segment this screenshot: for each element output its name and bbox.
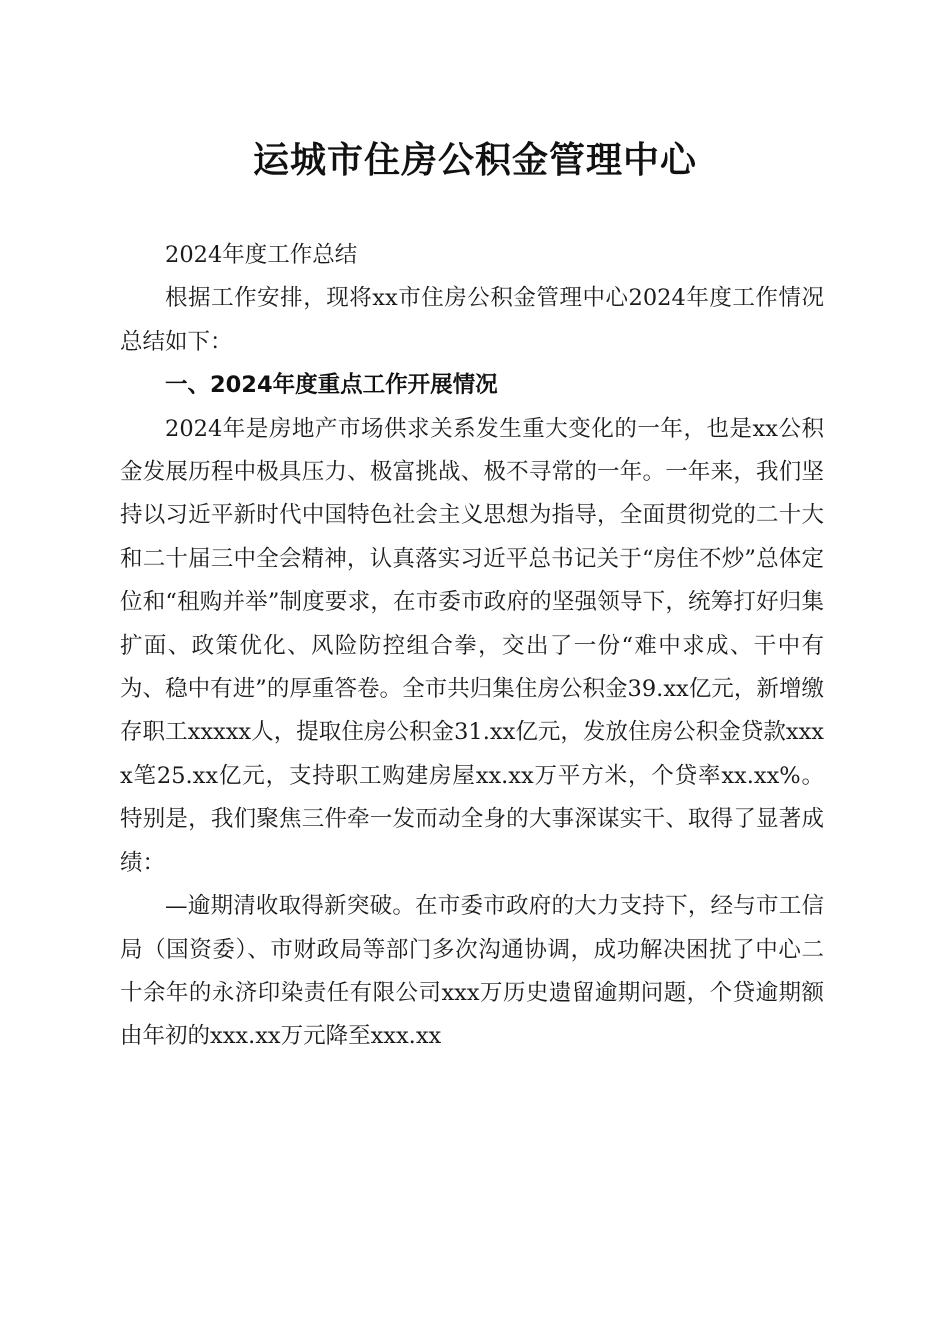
intro-paragraph: 根据工作安排，现将xx市住房公积金管理中心2024年度工作情况总结如下：: [120, 285, 824, 355]
document-body: [120, 234, 824, 1059]
subtitle-paragraph: 2024年度工作总结: [165, 242, 358, 268]
body-paragraph-overdue-collection: —逾期清收取得新突破。在市委市政府的大力支持下，经与市工信局（国资委）、市财政局等部门多次沟通协调，成功解决困扰了中心二十余年的永济印染责任有限公司xxx万历史遗留逾期问题，个贷逾期额由年初的xxx.xx万元降至xxx.xx: [120, 893, 824, 1050]
document-title: 运城市住房公积金管理中心: [252, 139, 697, 181]
section-heading: 一、2024年度重点工作开展情况: [165, 372, 498, 399]
body-paragraph-overview: 2024年是房地产市场供求关系发生重大变化的一年，也是xx公积金发展历程中极具压力、极富挑战、极不寻常的一年。一年来，我们坚持以习近平新时代中国特色社会主义思想为指导，全面贯彻党的二十大和二十届三中全会精神，认真落实习近平总书记关于“房住不炒”总体定位和“租购并举”制度要求，在市委市政府的坚强领导下，统筹打好归集扩面、政策优化、风险防控组合拳，交出了一份“难中求成、干中有为、稳中有进”的厚重答卷。全市共归集住房公积金39.xx亿元，新增缴存职工xxxxx人，提取住房公积金31.xx亿元，发放住房公积金贷款xxxx笔25.xx亿元，支持职工购建房屋xx.xx万平方米，个贷率xx.xx%。特别是，我们聚焦三件牵一发而动全身的大事深谋实干、取得了显著成绩：: [120, 415, 824, 876]
